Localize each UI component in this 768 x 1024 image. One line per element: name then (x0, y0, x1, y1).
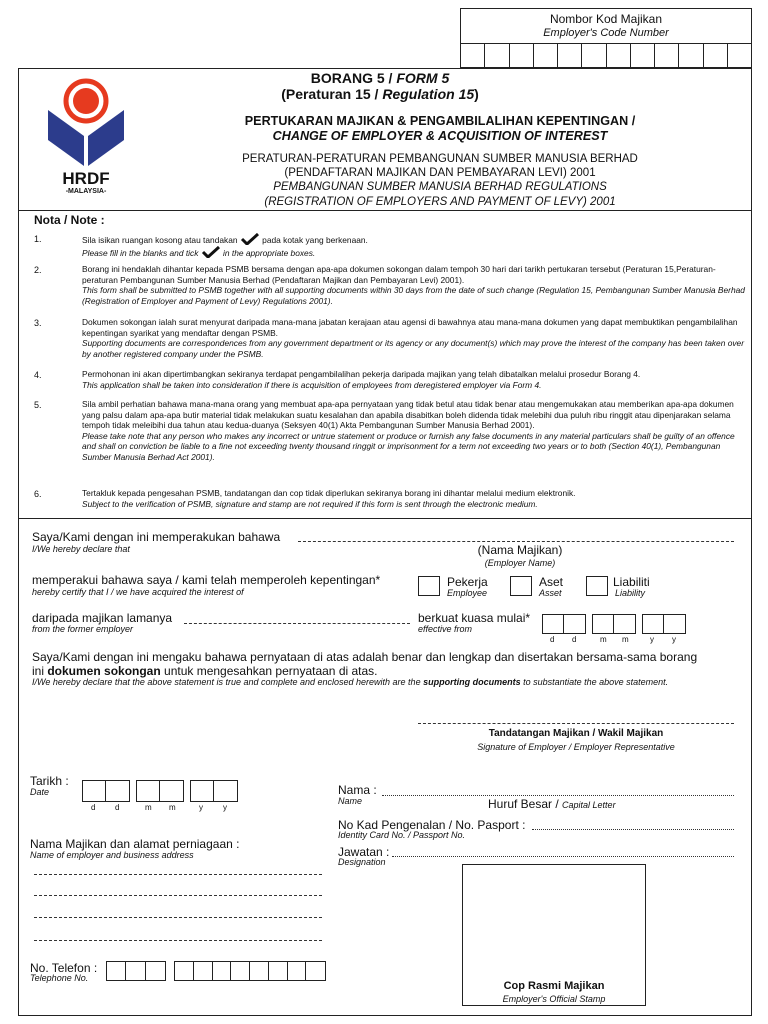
former-employer-label-en: from the former employer (32, 624, 134, 634)
designation-field[interactable] (392, 856, 734, 857)
address-line-3[interactable] (34, 917, 322, 918)
note-5: Sila ambil perhatian bahawa mana-mana orang yang membuat apa-apa pernyataan yang tidak betul atau tidak benar atau mengemukakan atau memberikan apa-apa dokumen yang palsu dalam apa-apa butir material tidak melakukan suatu kesalahan dan apabila disabitkan boleh didenda tidak melebihi dua puluh ribu ringgit atau dipenjarakan selama tempoh tidak meleibihi dua tahun atau kedua-duanya (Seksyen 40(1) Akta Pembangunan Sumber Manusia Berhad 2001). Please take note that any person who makes any incorrect or untrue statement or produce or furnish any false documents in any material particulars shall be guilty of an offence and shall on conviction be liable to a fine not exceeding twenty thousand ringgit or imprisonment for a term not exceeding two years or to both (Section 40(1), Pembangunan Sumber Manusia Berhad Act 2001). (82, 399, 735, 462)
employer-code-cell[interactable] (655, 44, 679, 67)
date-format-letter: y (672, 635, 676, 644)
date-format (82, 803, 236, 813)
tick-icon (240, 233, 260, 245)
date-format-letter: m (622, 635, 629, 644)
stamp-label: Cop Rasmi Majikan (503, 980, 605, 992)
signature-field[interactable] (418, 723, 734, 724)
date-format-letter: y (199, 803, 203, 812)
effective-date-input[interactable] (542, 614, 682, 634)
date-label: Tarikh : (30, 774, 69, 788)
signature-label: Tandatangan Majikan / Wakil Majikan (488, 728, 664, 739)
page-title-en: CHANGE OF EMPLOYER & ACQUISITION OF INTEREST (272, 129, 608, 143)
signature-label-en: Signature of Employer / Employer Representative (477, 742, 675, 752)
name-label: Nama : (338, 783, 377, 797)
date-label-en: Date (30, 787, 50, 797)
note-1: Sila isikan ruangan kosong atau tandakan pada kotak yang berkenaan. Please fill in the blanks and tick in the appropriate boxes. (82, 235, 368, 258)
date-format-letter: d (91, 803, 96, 812)
confirm-statement-en: I/We hereby declare that the above statement is true and complete and enclosed herewith are the supporting documents to substantiate the above statement. (32, 677, 669, 687)
employer-code-cell[interactable] (534, 44, 558, 67)
note-3: Dokumen sokongan ialah surat menyurat daripada mana-mana jabatan kerajaan atau agensi di bawahnya atau mana-mana dokumen yang dapat membuktikan pengambilalihan kepentingan syarikat yang mendaftar dengan PSMB. Supporting documents are correspondences from any government department or its agency or any document(s) which may prove the interest of the company has been taken over by another registered company under the PSMB. (82, 317, 744, 359)
regulation: (Peraturan 15 / Regulation 15) (281, 86, 479, 102)
employer-code-cell[interactable] (485, 44, 509, 67)
date-format-letter: m (145, 803, 152, 812)
address-line-2[interactable] (34, 895, 322, 896)
notes-title: Nota / Note : (34, 213, 105, 227)
ic-label-en: Identity Card No. / Passport No. (338, 830, 466, 840)
employee-label: Pekerja (447, 575, 488, 589)
employer-code-cell[interactable] (679, 44, 703, 67)
ic-label: No Kad Pengenalan / No. Pasport : (338, 818, 526, 832)
note-number: 6. (34, 489, 42, 499)
tick-icon (201, 246, 221, 258)
employer-code-cell[interactable] (631, 44, 655, 67)
svg-text:HRDF: HRDF (62, 169, 110, 188)
phone-input[interactable] (106, 961, 326, 981)
date-format-letter: d (550, 635, 555, 644)
date-format-letter: m (600, 635, 607, 644)
date-format-letter: y (650, 635, 654, 644)
employer-code-cell[interactable] (510, 44, 534, 67)
name-field[interactable] (382, 795, 734, 796)
note-number: 3. (34, 318, 42, 328)
employer-code-cell[interactable] (728, 44, 751, 67)
employee-label-en: Employee (447, 588, 488, 598)
form-number: BORANG 5 / FORM 5 (310, 70, 450, 86)
liability-label: Liabiliti (613, 575, 650, 589)
address-line-1[interactable] (34, 874, 322, 875)
hrdf-logo-mark (44, 76, 128, 194)
address-label-en: Name of employer and business address (30, 850, 194, 860)
declare-label: Saya/Kami dengan ini memperakukan bahawa (32, 530, 281, 544)
employer-code-box (460, 8, 752, 68)
liability-label-en: Liability (615, 588, 646, 598)
asset-label: Aset (539, 575, 564, 589)
hrdf-logo (44, 76, 128, 194)
employer-name-caption: (Nama Majikan) (477, 543, 563, 557)
employer-code-cell[interactable] (461, 44, 485, 67)
employer-code-input[interactable] (461, 43, 751, 67)
asset-checkbox[interactable] (510, 576, 532, 596)
law-title-en-1: PEMBANGUNAN SUMBER MANUSIA BERHAD REGULATIONS (273, 181, 607, 193)
note-number: 2. (34, 265, 42, 275)
designation-label-en: Designation (338, 857, 386, 867)
notes-divider (18, 518, 752, 519)
liability-checkbox[interactable] (586, 576, 608, 596)
employer-code-cell[interactable] (558, 44, 582, 67)
employer-name-field[interactable] (298, 541, 734, 542)
header-divider (18, 210, 752, 211)
employer-code-label-en: Employer's Code Number (543, 27, 669, 39)
date-format-letter: d (572, 635, 577, 644)
employer-code-cell[interactable] (607, 44, 631, 67)
note-number: 1. (34, 234, 42, 244)
phone-label: No. Telefon : (30, 961, 98, 975)
date-format-letter: m (169, 803, 176, 812)
employer-name-caption-en: (Employer Name) (484, 558, 556, 568)
note-number: 4. (34, 370, 42, 380)
employer-code-cell[interactable] (704, 44, 728, 67)
employer-code-label: Nombor Kod Majikan (549, 12, 663, 26)
note-2: Borang ini hendaklah dihantar kepada PSMB bersama dengan apa-apa dokumen sokongan dalam tempoh 30 hari dari tarikh pertukaran tersebut (Peraturan 15,Peraturan-peraturan Pembangunan Sumber Manusia Berhad (Pendaftaran Majikan dan Pembayaran Levi) 2001). This form shall be submitted to PSMB together with all supporting documents within 30 days from the date of such change (Regulation 15, Pembangunan Sumber Manusia Berhad (Registration of Employer and Payment of Levy) Regulations 2001). (82, 264, 745, 306)
law-title-1: PERATURAN-PERATURAN PEMBANGUNAN SUMBER MANUSIA BERHAD (242, 153, 638, 165)
asset-label-en: Asset (539, 588, 562, 598)
ic-field[interactable] (532, 829, 734, 830)
former-employer-field[interactable] (184, 623, 410, 624)
name-label-en: Name (338, 796, 363, 806)
date-format-letter: y (223, 803, 227, 812)
stamp-label-en: Employer's Official Stamp (502, 994, 606, 1004)
effective-from-label: berkuat kuasa mulai* (418, 611, 531, 625)
certify-label: memperakui bahawa saya / kami telah memperoleh kepentingan* (32, 573, 381, 587)
note-4: Permohonan ini akan dipertimbangkan sekiranya terdapat pengambilalihan pekerja daripada majikan yang telah dibatalkan melalui prosedur Borang 4. This application shall be taken into consideration if there is acquisition of employees from deregistered employer via Form 4. (82, 369, 641, 390)
address-line-4[interactable] (34, 940, 322, 941)
effective-from-label-en: effective from (418, 624, 473, 634)
law-title-en-2: (REGISTRATION OF EMPLOYERS AND PAYMENT OF LEVY) 2001 (264, 196, 616, 208)
note-6: Tertakluk kepada pengesahan PSMB, tandatangan dan cop tidak diperlukan sekiranya borang ini dihantar melalui medium elektronik. Subject to the verification of PSMB, signature and stamp are not required if this form is sent through the electronic medium. (82, 488, 576, 509)
svg-text:-MALAYSIA-: -MALAYSIA- (65, 188, 107, 194)
effective-date-format (542, 635, 682, 645)
employee-checkbox[interactable] (418, 576, 440, 596)
former-employer-label: daripada majikan lamanya (32, 611, 173, 625)
confirm-statement: Saya/Kami dengan ini mengaku bahawa pernyataan di atas adalah benar dan lengkap dan disertakan bersama-sama borang ini dokumen sokongan untuk mengesahkan pernyataan di atas. (32, 650, 698, 678)
employer-code-cell[interactable] (582, 44, 606, 67)
declare-label-en: I/We hereby declare that (32, 544, 130, 554)
date-format-letter: d (115, 803, 120, 812)
page-title: PERTUKARAN MAJIKAN & PENGAMBILALIHAN KEPENTINGAN / (244, 114, 636, 128)
certify-label-en: hereby certify that I / we have acquired the interest of (32, 587, 244, 597)
note-number: 5. (34, 400, 42, 410)
law-title-2: (PENDAFTARAN MAJIKAN DAN PEMBAYARAN LEVI) 2001 (284, 167, 596, 179)
phone-label-en: Telephone No. (30, 973, 89, 983)
address-label: Nama Majikan dan alamat perniagaan : (30, 837, 240, 851)
capital-letter-hint: Huruf Besar / Capital Letter (488, 797, 616, 811)
designation-label: Jawatan : (338, 845, 390, 859)
date-input[interactable] (82, 780, 236, 802)
